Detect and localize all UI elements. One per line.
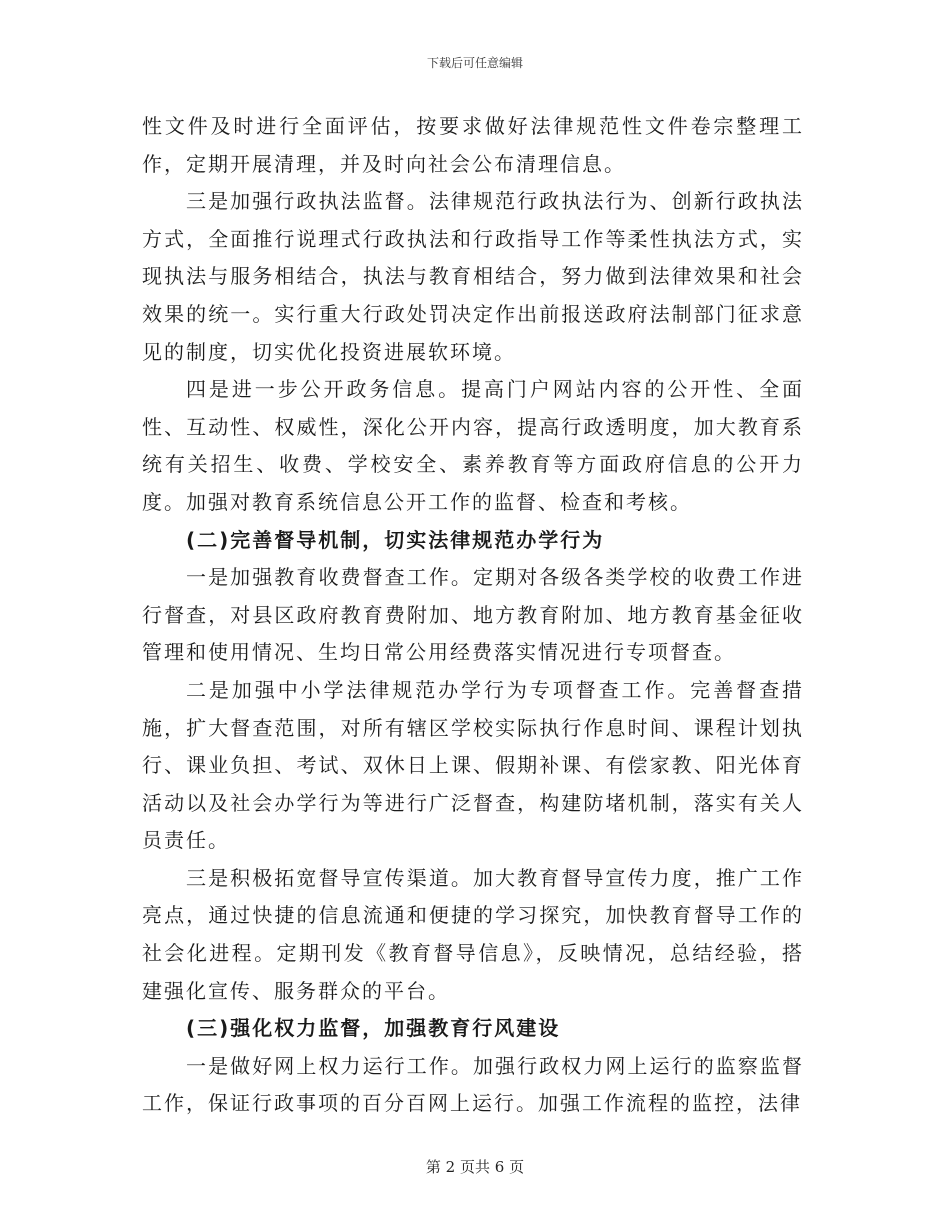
paragraph-government-info: 四是进一步公开政务信息。提高门户网站内容的公开性、全面性、互动性、权威性，深化公开内容，提高行政透明度，加大教育系统有关招生、收费、学校安全、素养教育等方面政府信息的公开力度。加强对教育系统信息公开工作的监督、检查和考核。 [142, 377, 804, 514]
page-footer: 第 2 页共 6 页 [425, 1158, 525, 1176]
paragraph-continuation: 性文件及时进行全面评估，按要求做好法律规范性文件卷宗整理工作，定期开展清理，并及时向社会公布清理信息。 [142, 114, 804, 176]
paragraph-enforcement-supervision: 三是加强行政执法监督。法律规范行政执法行为、创新行政执法方式，全面推行说理式行政执法和行政指导工作等柔性执法方式，实现执法与服务相结合，执法与教育相结合，努力做到法律效果和社会效果的统一。实行重大行政处罚决定作出前报送政府法制部门征求意见的制度，切实优化投资进展软环境。 [142, 189, 804, 364]
paragraph-online-power: 一是做好网上权力运行工作。加强行政权力网上运行的监察监督工作，保证行政事项的百分百网上运行。加强工作流程的监控，法律 [142, 1053, 804, 1116]
section-heading-3: (三)强化权力监督，加强教育行风建设 [186, 1016, 561, 1041]
page-header: 下载后可任意编辑 [426, 56, 523, 70]
paragraph-school-conduct: 二是加强中小学法律规范办学行为专项督查工作。完善督查措施，扩大督查范围，对所有辖区学校实际执行作息时间、课程计划执行、课业负担、考试、双休日上课、假期补课、有偿家教、阳光体育活动以及社会办学行为等进行广泛督查，构建防堵机制，落实有关人员责任。 [142, 677, 804, 853]
document-body [142, 108, 804, 1123]
section-heading-2: (二)完善督导机制，切实法律规范办学行为 [186, 527, 605, 552]
paragraph-fee-inspection: 一是加强教育收费督查工作。定期对各级各类学校的收费工作进行督查，对县区政府教育费附加、地方教育附加、地方教育基金征收管理和使用情况、生均日常公用经费落实情况进行专项督查。 [142, 565, 804, 665]
paragraph-publicity-channels: 三是积极拓宽督导宣传渠道。加大教育督导宣传力度，推广工作亮点，通过快捷的信息流通和便捷的学习探究，加快教育督导工作的社会化进程。定期刊发《教育督导信息》，反映情况，总结经验，搭建强化宣传、服务群众的平台。 [142, 865, 804, 1003]
